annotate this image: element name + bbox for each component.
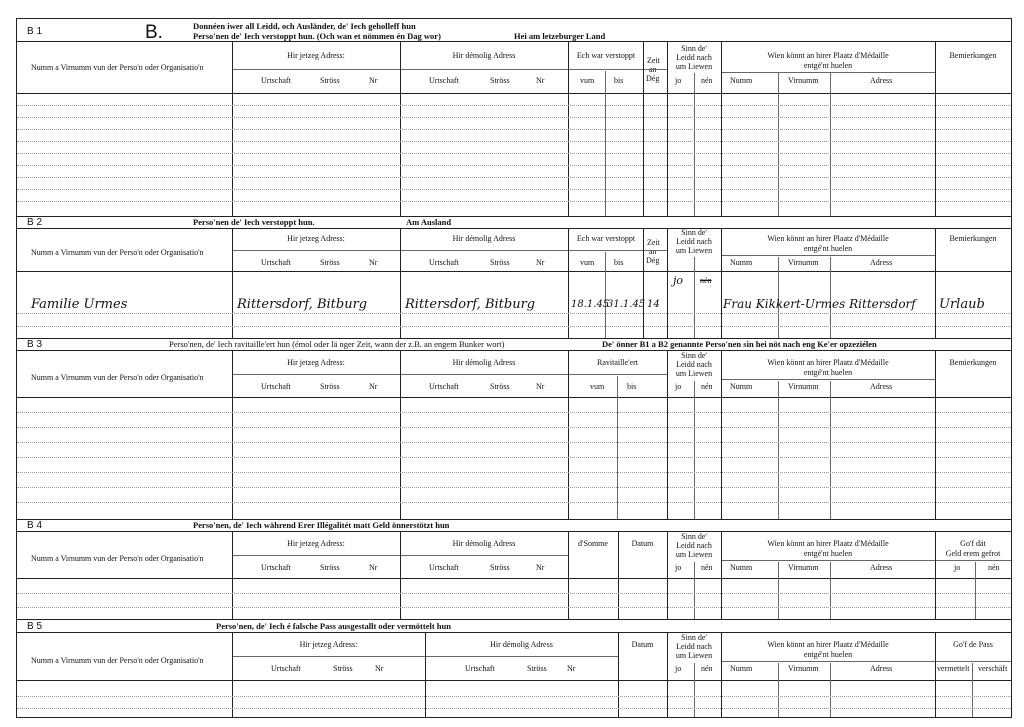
header-alive: Leidd nach [676, 642, 712, 651]
section-note: De' önner B1 a B2 genannte Perso'nen sin hei nöt nach eng Ke'er opzeziélen [602, 339, 877, 349]
row-line [17, 177, 1011, 178]
column-line [400, 350, 401, 520]
header-medal: Wien könnt an hirer Plaatz d'Médaille [767, 539, 889, 548]
header-medal-firstname: Virnumm [788, 258, 819, 267]
header-street: Ströss [320, 382, 340, 391]
section-code: B 3 [27, 339, 43, 350]
header-street: Ströss [527, 664, 547, 673]
header-time: an [649, 65, 657, 74]
header-street: Ströss [320, 563, 340, 572]
section-code: B 2 [27, 217, 43, 228]
header-alive: Leidd nach [676, 237, 712, 246]
header-from: vum [590, 382, 605, 391]
header-yes: jo [675, 76, 682, 85]
section-b1-title-bar [17, 19, 1011, 42]
header-hidden: Ech war verstoppt [576, 234, 636, 243]
row-line [17, 117, 1011, 118]
column-line [721, 350, 722, 520]
header-street: Ströss [490, 258, 510, 267]
header-pass-made: verschäft [978, 664, 1008, 673]
header-no: nén [701, 563, 713, 572]
entry-alive-yes: jo [673, 274, 684, 287]
header-sum: d'Somme [578, 539, 608, 548]
header-from: vum [580, 76, 595, 85]
header-medal: entgé'nt huelen [803, 244, 853, 253]
column-line [694, 73, 695, 217]
header-alive: Sinn de' [681, 532, 707, 541]
header-to: bis [627, 382, 637, 391]
header-locality: Urtschaft [261, 382, 291, 391]
column-line [232, 350, 233, 520]
header-medal: Wien könnt an hirer Plaatz d'Médaille [767, 358, 889, 367]
row-line [17, 201, 1011, 202]
subheader-line [232, 374, 667, 375]
section-b4-title-bar [17, 520, 1011, 532]
entry-alive-no: nén [700, 276, 712, 285]
header-alive: um Liewen [675, 62, 713, 71]
header-locality: Urtschaft [465, 664, 495, 673]
header-divider [17, 271, 1011, 272]
header-alive: um Liewen [675, 550, 713, 559]
header-locality: Urtschaft [261, 563, 291, 572]
header-medal: Wien könnt an hirer Plaatz d'Médaille [767, 640, 889, 649]
entry-former-address: Rittersdorf, Bitburg [405, 297, 536, 312]
header-medal-name: Numm [730, 382, 753, 391]
header-current-address: Hir jetzeg Adress: [299, 640, 358, 649]
header-street: Ströss [320, 76, 340, 85]
header-no: nén [988, 563, 1000, 572]
column-line [667, 632, 668, 717]
subheader-line [721, 255, 935, 256]
header-street: Ströss [490, 382, 510, 391]
header-medal-name: Numm [730, 664, 753, 673]
header-alive: Sinn de' [681, 228, 707, 237]
header-alive: um Liewen [675, 651, 713, 660]
row-line [17, 427, 1011, 428]
column-line [232, 632, 233, 717]
header-divider [17, 93, 1011, 94]
header-to: bis [614, 76, 624, 85]
column-line [975, 562, 976, 620]
column-line [643, 228, 644, 339]
header-no: nén [701, 76, 713, 85]
section-b4 [17, 520, 1011, 620]
header-name-column: Numm a Virnumm vun der Perso'n oder Organisatio'n [31, 656, 204, 665]
header-street: Ströss [333, 664, 353, 673]
header-locality: Urtschaft [261, 258, 291, 267]
header-street: Ströss [490, 76, 510, 85]
header-to: bis [614, 258, 624, 267]
form-letter: B. [145, 22, 163, 43]
column-line [778, 73, 779, 217]
header-medal: Wien könnt an hirer Plaatz d'Médaille [767, 234, 889, 243]
row-line [17, 326, 1011, 327]
section-title: Perso'nen, de' Iech é falsche Pass ausgestallt oder vermöttelt hun [216, 621, 451, 631]
entry-medal-recipient: Frau Kikkert-Urmes Rittersdorf [723, 297, 916, 311]
section-b2-title-bar [17, 217, 1011, 229]
form-frame [16, 18, 1012, 718]
header-medal-address: Adress [870, 76, 893, 85]
header-former-address: Hir démolig Adress [452, 51, 516, 60]
section-title: Perso'nen de' Iech verstoppt hun. [193, 217, 315, 227]
header-time: an [649, 247, 657, 256]
column-line [935, 632, 936, 717]
entry-current-address: Rittersdorf, Bitburg [237, 297, 368, 312]
section-code: B 5 [27, 621, 43, 632]
row-line [17, 141, 1011, 142]
section-b3 [17, 339, 1011, 520]
header-remarks: Bemierkungen [949, 51, 997, 60]
header-locality: Urtschaft [429, 563, 459, 572]
header-former-address: Hir démolig Adress [490, 640, 553, 649]
header-yes: jo [675, 664, 682, 673]
column-line [694, 562, 695, 620]
header-number: Nr [369, 563, 378, 572]
entry-from: 18.1.45 [571, 299, 610, 310]
header-alive: um Liewen [675, 369, 713, 378]
header-medal: entgé'nt huelen [803, 650, 853, 659]
row-line [17, 502, 1011, 503]
section-code: B 1 [27, 26, 43, 37]
column-line [778, 562, 779, 620]
header-alive: Leidd nach [676, 360, 712, 369]
header-alive: Sinn de' [681, 351, 707, 360]
header-locality: Urtschaft [271, 664, 301, 673]
section-b5 [17, 620, 1011, 717]
column-line [425, 632, 426, 717]
header-alive: um Liewen [675, 246, 713, 255]
column-line [721, 228, 722, 339]
header-number: Nr [375, 664, 384, 673]
header-locality: Urtschaft [429, 258, 459, 267]
header-hidden: Ech war verstoppt [576, 51, 636, 60]
entry-days: 14 [647, 299, 660, 310]
header-alive: Sinn de' [681, 44, 707, 53]
header-date: Datum [631, 539, 654, 548]
row-line [17, 696, 1011, 697]
header-number: Nr [369, 76, 378, 85]
header-street: Ströss [490, 563, 510, 572]
header-time: Dég [646, 74, 660, 83]
header-remarks: Bemierkungen [949, 358, 997, 367]
header-number: Nr [567, 664, 576, 673]
header-time: Zeit [647, 56, 660, 65]
column-line [830, 73, 831, 217]
subheader-line [721, 72, 935, 73]
header-former-address: Hir démolig Adress [452, 358, 516, 367]
section-b2 [17, 217, 1011, 339]
section-subtitle: Perso'nen de' Iech verstoppt hun. (Och wan et nömmen én Dag wor) [193, 31, 441, 41]
header-name-column: Numm a Virnumm vun der Perso'n oder Organisatio'n [31, 248, 204, 257]
header-medal-address: Adress [870, 258, 893, 267]
header-medal-firstname: Virnumm [788, 664, 819, 673]
header-current-address: Hir jetzeg Adress: [287, 51, 345, 60]
row-line [17, 165, 1011, 166]
row-line [17, 442, 1011, 443]
column-line [830, 562, 831, 620]
header-medal-address: Adress [870, 563, 893, 572]
header-number: Nr [369, 382, 378, 391]
subheader-line [232, 250, 668, 251]
row-line [17, 129, 1011, 130]
row-line [17, 412, 1011, 413]
entry-name: Familie Urmes [31, 297, 128, 312]
header-number: Nr [369, 258, 378, 267]
row-line [17, 708, 1011, 709]
header-time: Dég [646, 256, 660, 265]
row-line [17, 607, 1011, 608]
header-number: Nr [536, 258, 545, 267]
row-line [17, 189, 1011, 190]
header-medal: entgé'nt huelen [803, 549, 853, 558]
column-line [830, 381, 831, 520]
header-pass: Go'f de Pass [953, 640, 993, 649]
subheader-line [721, 560, 1011, 561]
header-medal: Wien könnt an hirer Plaatz d'Médaille [767, 51, 889, 60]
header-medal-firstname: Virnumm [788, 563, 819, 572]
section-location: Am Ausland [406, 217, 452, 227]
column-line [667, 228, 668, 339]
header-medal-address: Adress [870, 382, 893, 391]
subheader-line [721, 379, 935, 380]
header-supplied: Ravitaille'ert [597, 358, 638, 367]
header-medal-name: Numm [730, 76, 753, 85]
column-line [605, 71, 606, 217]
header-name-column: Numm a Virnumm vun der Perso'n oder Organisatio'n [31, 373, 204, 382]
header-medal-name: Numm [730, 258, 753, 267]
header-name-column: Numm a Virnumm vun der Perso'n oder Organisatio'n [31, 554, 204, 563]
header-yes: jo [675, 563, 682, 572]
header-medal: entgé'nt huelen [803, 368, 853, 377]
column-line [778, 381, 779, 520]
section-title: Perso'nen, de' Iech während Erer Illégalitét matt Geld önnerstötzt hun [193, 520, 450, 530]
row-line [17, 457, 1011, 458]
subheader-line [232, 69, 668, 70]
column-line [618, 632, 619, 717]
section-code: B 4 [27, 520, 43, 531]
header-alive: Leidd nach [676, 541, 712, 550]
row-line [17, 593, 1011, 594]
column-line [232, 228, 233, 339]
entry-to: 31.1.45 [607, 299, 646, 310]
header-divider [17, 397, 1011, 398]
column-line [667, 350, 668, 520]
section-b1 [17, 19, 1011, 217]
column-line [935, 350, 936, 520]
section-b5-title-bar [17, 620, 1011, 633]
column-line [400, 228, 401, 339]
header-divider [17, 680, 1011, 681]
header-time: Zeit [647, 238, 660, 247]
header-medal: entgé'nt huelen [803, 61, 853, 70]
column-line [694, 381, 695, 520]
header-current-address: Hir jetzeg Adress: [287, 358, 345, 367]
header-locality: Urtschaft [261, 76, 291, 85]
header-former-address: Hir démolig Adress [452, 539, 516, 548]
header-medal-name: Numm [730, 563, 753, 572]
header-yes: jo [954, 563, 961, 572]
header-divider [17, 578, 1011, 579]
header-money-back: Geld erem gefrot [945, 549, 1001, 558]
header-from: vum [580, 258, 595, 267]
header-number: Nr [536, 382, 545, 391]
column-line [568, 228, 569, 339]
header-street: Ströss [320, 258, 340, 267]
row-line [17, 487, 1011, 488]
header-alive: Leidd nach [676, 53, 712, 62]
header-former-address: Hir démolig Adress [452, 234, 516, 243]
header-alive: Sinn de' [681, 633, 707, 642]
header-no: nén [701, 664, 713, 673]
section-title: Donnéen iwer all Leidd, och Ausländer, de' Iech geholleff hun [193, 21, 416, 31]
row-line [17, 313, 1011, 314]
header-number: Nr [536, 563, 545, 572]
header-current-address: Hir jetzeg Adress: [287, 234, 345, 243]
row-line [17, 105, 1011, 106]
header-date: Datum [631, 640, 654, 649]
entry-remarks: Urlaub [939, 297, 985, 312]
row-line [17, 472, 1011, 473]
header-medal-firstname: Virnumm [788, 382, 819, 391]
section-title: Perso'nen, de' Iech ravitaille'ert hun (émol oder lä nger Zeit, wann der z.B. an engem Bunker wort) [169, 339, 505, 349]
header-no: nén [701, 382, 713, 391]
header-locality: Urtschaft [429, 76, 459, 85]
header-name-column: Numm a Virnumm vun der Perso'n oder Organisatio'n [31, 63, 204, 72]
section-b3-title-bar [17, 339, 1011, 351]
header-locality: Urtschaft [429, 382, 459, 391]
column-line [568, 350, 569, 520]
row-line [17, 153, 1011, 154]
header-medal-firstname: Virnumm [788, 76, 819, 85]
section-location: Hei am letzeburger Land [514, 31, 606, 41]
header-current-address: Hir jetzeg Adress: [287, 539, 345, 548]
header-pass-issued: vermettelt [937, 664, 970, 673]
header-money-back: Go'f dät [960, 539, 986, 548]
header-remarks: Bemierkungen [949, 234, 997, 243]
header-yes: jo [675, 382, 682, 391]
column-line [935, 228, 936, 339]
subheader-line [721, 661, 1011, 662]
column-line [721, 632, 722, 717]
column-line [617, 376, 618, 520]
header-medal-address: Adress [870, 664, 893, 673]
header-number: Nr [536, 76, 545, 85]
